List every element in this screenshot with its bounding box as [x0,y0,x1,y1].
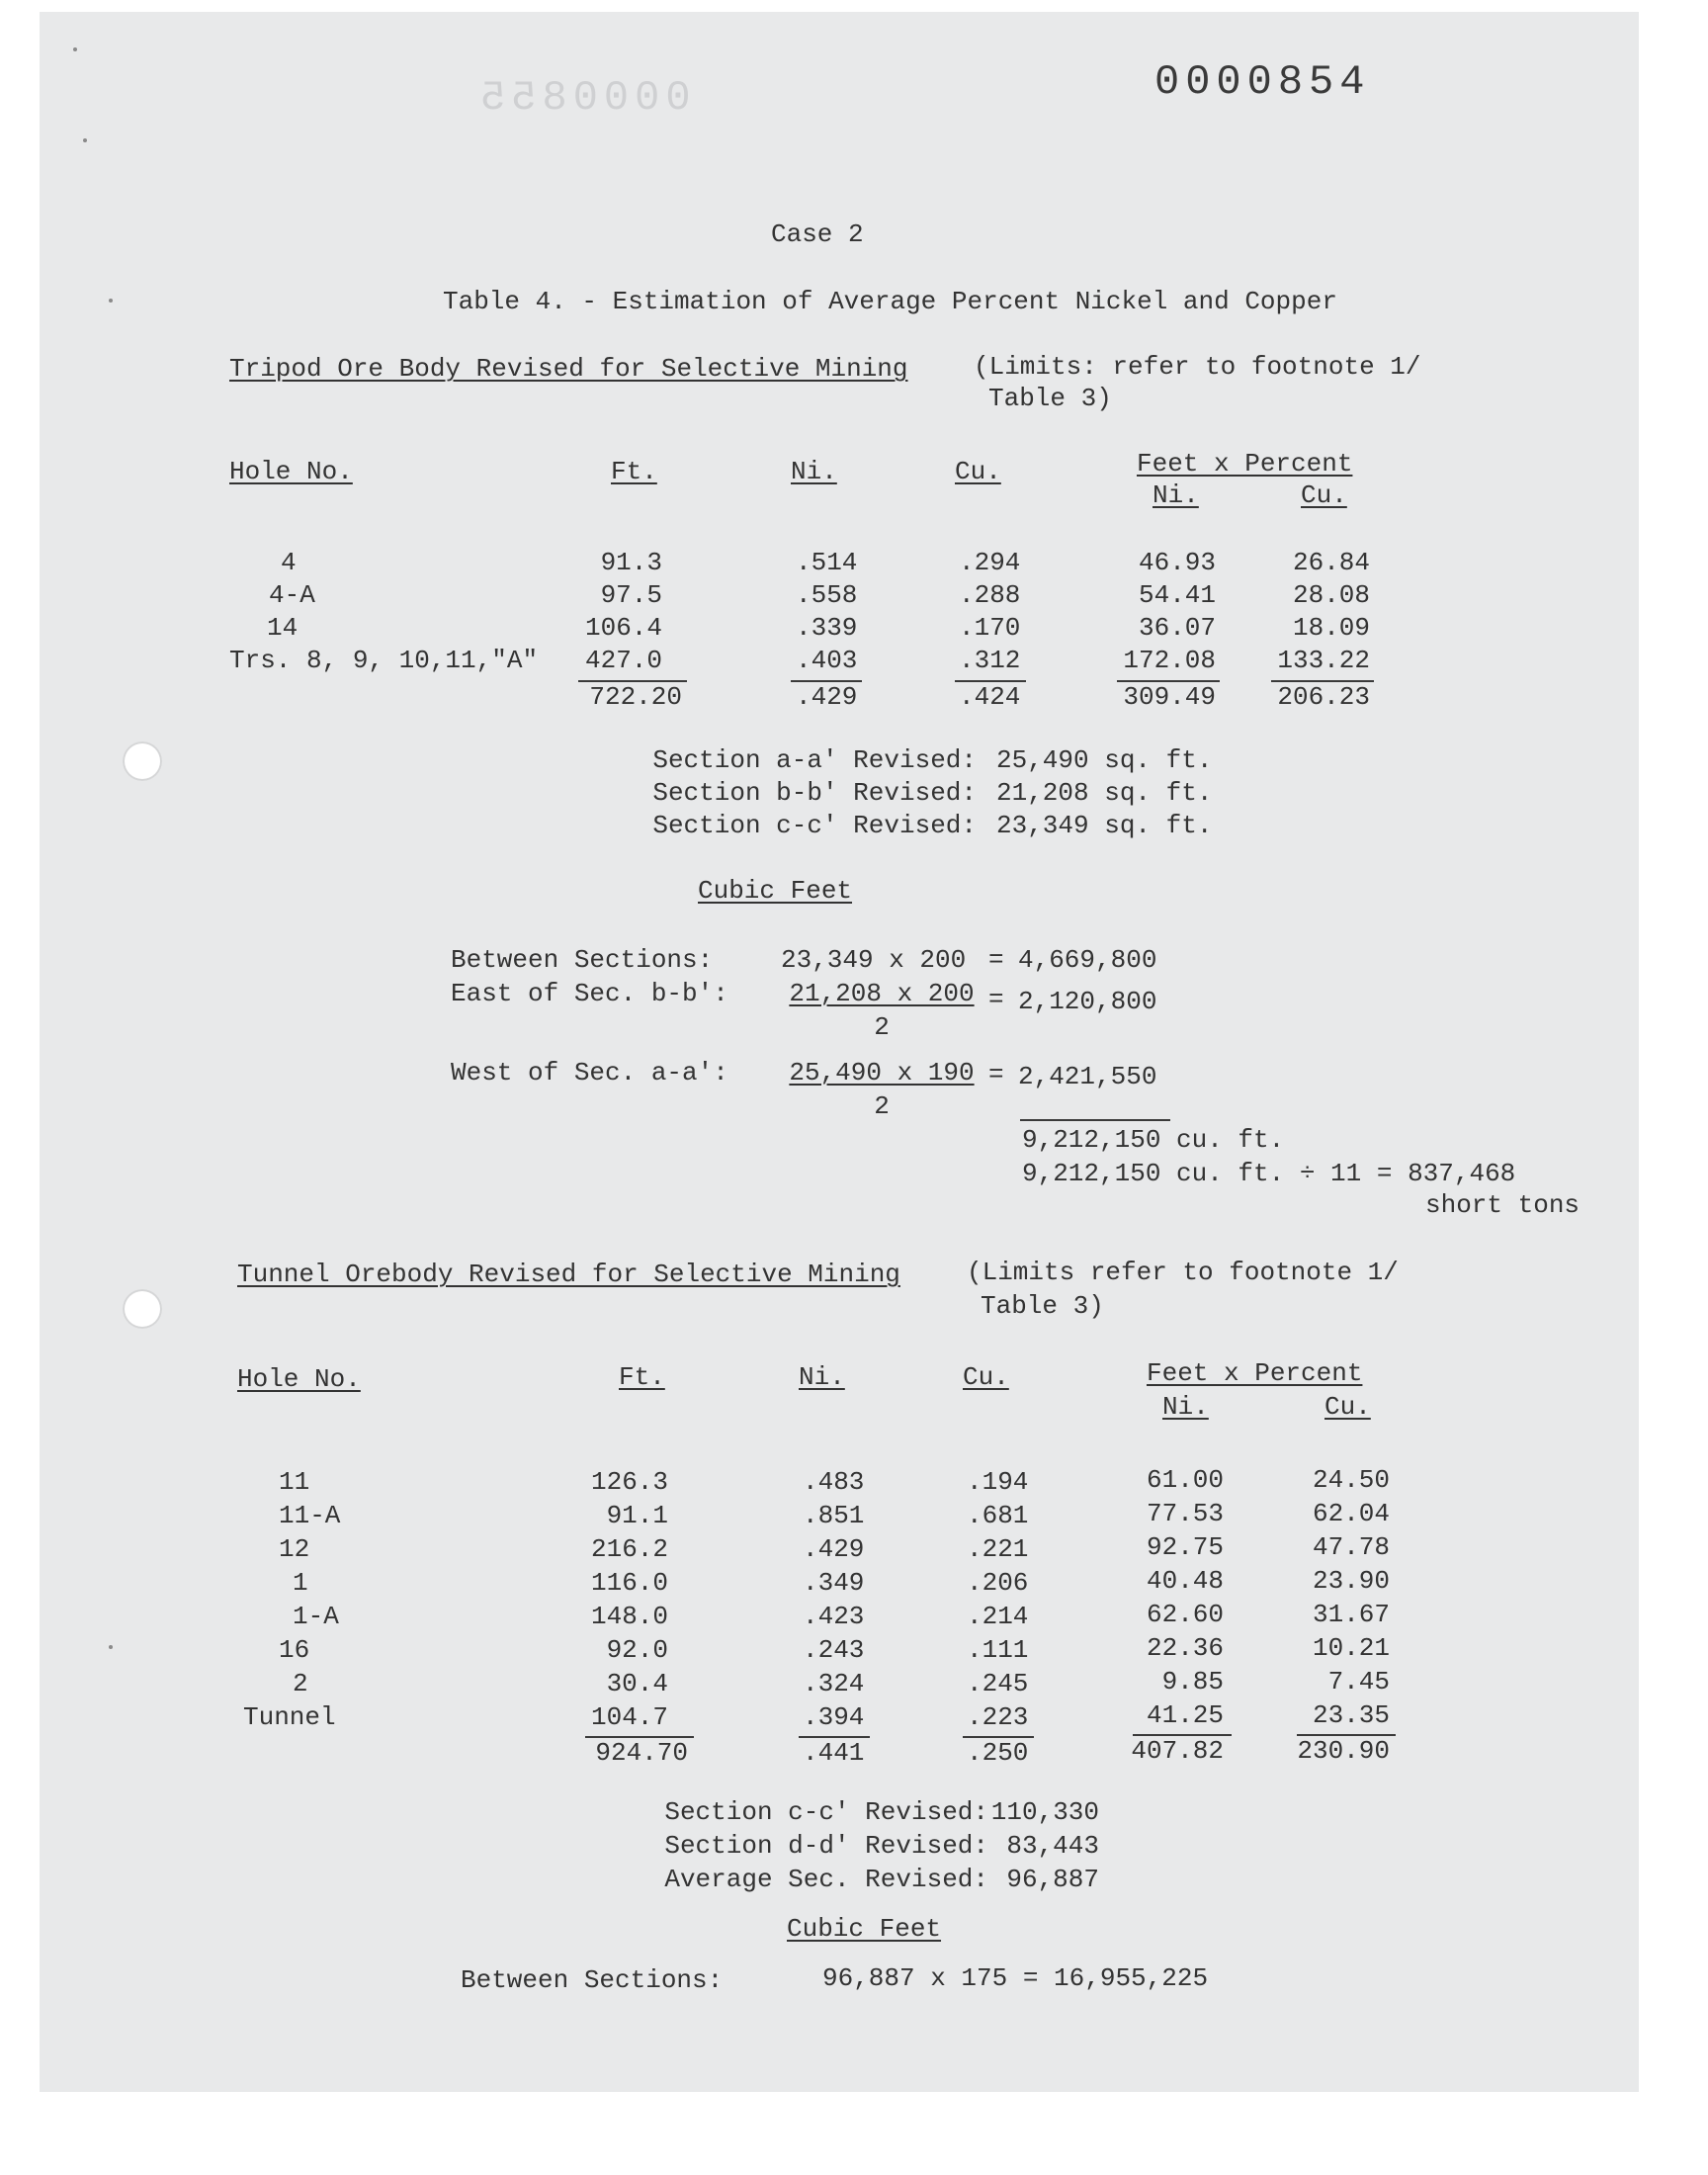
tripod-total-ft: 722.20 [589,682,682,712]
tunnel-hole: 12 [279,1534,310,1564]
between-sections-expr: 23,349 x 200 [781,945,967,975]
tunnel-cu: .245 [967,1669,1029,1698]
tripod-fxp-ni: 46.93 [1138,548,1216,577]
tunnel-fxp-cu: 10.21 [1312,1633,1390,1663]
east-of-sec-result: 2,120,800 [1018,987,1157,1016]
tunnel-total-cu: .250 [967,1738,1029,1768]
tunnel-section-value: 110,330 [990,1797,1099,1827]
tripod-total-fxp-ni: 309.49 [1123,682,1216,712]
tripod-col-cu: Cu. [955,457,1001,486]
tunnel-ft: 104.7 [590,1702,668,1732]
tunnel-fxp-cu: 23.90 [1312,1566,1390,1596]
tripod-col-fxp-cu: Cu. [1301,480,1347,510]
equals-sign: = [988,945,1004,975]
tripod-fxp-ni: 54.41 [1138,580,1216,610]
tunnel-fxp-ni: 77.53 [1146,1499,1224,1528]
tripod-fxp-cu: 133.22 [1277,646,1370,675]
speck [109,299,113,303]
east-of-sec-denominator: 2 [874,1012,890,1042]
speck [83,138,87,142]
tunnel-col-hole: Hole No. [237,1364,361,1394]
tunnel-ni: .851 [803,1501,865,1530]
tunnel-ft: 30.4 [606,1669,668,1698]
tunnel-hole: 16 [279,1635,310,1665]
tunnel-ni: .394 [803,1702,865,1732]
tunnel-ni: .324 [803,1669,865,1698]
tripod-cu: .170 [959,613,1021,643]
speck [73,47,77,51]
east-of-sec-label: East of Sec. b-b': [451,979,728,1008]
tunnel-cubic-heading: Cubic Feet [787,1914,942,1944]
tripod-ft: 106.4 [584,613,662,643]
tunnel-heading: Tunnel Orebody Revised for Selective Mining [237,1260,900,1289]
tunnel-fxp-cu: 23.35 [1312,1700,1390,1730]
tunnel-section-value: 83,443 [1006,1831,1099,1861]
tunnel-ft: 148.0 [590,1602,668,1631]
tripod-hole: Trs. 8, 9, 10,11,"A" [229,646,539,675]
tripod-limits: (Limits: refer to footnote 1/ [974,352,1421,382]
tripod-section-label: Section c-c' Revised: [652,811,977,840]
east-of-sec-numerator: 21,208 x 200 [789,979,975,1008]
tunnel-fxp-cu: 62.04 [1312,1499,1390,1528]
tunnel-total-fxp-ni: 407.82 [1131,1736,1224,1766]
tripod-cubic-heading: Cubic Feet [698,876,853,906]
ghost-doc-number: 0000855 [474,74,691,122]
sum-rule [1020,1119,1170,1121]
tripod-total-ni: .429 [796,682,858,712]
tripod-section-label: Section a-a' Revised: [652,745,977,775]
tripod-cu: .312 [959,646,1021,675]
tripod-col-feet-percent: Feet x Percent [1137,449,1353,478]
tunnel-col-feet-percent: Feet x Percent [1147,1358,1363,1388]
tunnel-section-label: Section d-d' Revised: [664,1831,988,1861]
west-of-sec-numerator: 25,490 x 190 [789,1058,975,1088]
tripod-cu: .294 [959,548,1021,577]
tunnel-fxp-ni: 22.36 [1146,1633,1224,1663]
tripod-section-value: 21,208 sq. ft. [996,778,1213,808]
tunnel-fxp-cu: 47.78 [1312,1532,1390,1562]
tunnel-ft: 92.0 [606,1635,668,1665]
tunnel-fxp-ni: 41.25 [1146,1700,1224,1730]
tunnel-between-label: Between Sections: [461,1965,724,1995]
tunnel-total-ft: 924.70 [595,1738,688,1768]
tunnel-hole: 2 [293,1669,308,1698]
tripod-fxp-cu: 26.84 [1292,548,1370,577]
tripod-total-fxp-cu: 206.23 [1277,682,1370,712]
tunnel-fxp-ni: 92.75 [1146,1532,1224,1562]
table-title: Table 4. - Estimation of Average Percent Nickel and Copper [443,287,1337,316]
tunnel-section-value: 96,887 [1006,1865,1099,1894]
tripod-ni: .403 [796,646,858,675]
tripod-section-value: 23,349 sq. ft. [996,811,1213,840]
tunnel-col-fxp-cu: Cu. [1324,1392,1371,1422]
document-page [40,12,1639,2092]
tripod-ni: .339 [796,613,858,643]
tunnel-col-ft: Ft. [619,1362,665,1392]
tunnel-cu: .681 [967,1501,1029,1530]
tripod-fxp-cu: 18.09 [1292,613,1370,643]
tunnel-col-fxp-ni: Ni. [1162,1392,1209,1422]
tripod-hole: 14 [267,613,299,643]
tunnel-col-ni: Ni. [799,1362,845,1392]
tunnel-limits-table: Table 3) [981,1291,1104,1321]
tunnel-hole: 1 [293,1568,308,1598]
short-tons-calc: 9,212,150 cu. ft. ÷ 11 = 837,468 [1022,1159,1516,1188]
tripod-ft: 97.5 [600,580,662,610]
tunnel-ni: .483 [803,1467,865,1497]
tunnel-fxp-cu: 7.45 [1327,1667,1390,1696]
tunnel-cu: .214 [967,1602,1029,1631]
case-label: Case 2 [771,219,864,249]
tripod-fxp-cu: 28.08 [1292,580,1370,610]
tunnel-hole: 11 [279,1467,310,1497]
tunnel-col-cu: Cu. [963,1362,1009,1392]
tripod-total-cu: .424 [959,682,1021,712]
tripod-col-fxp-ni: Ni. [1153,480,1199,510]
tunnel-fxp-ni: 61.00 [1146,1465,1224,1495]
tunnel-ni: .243 [803,1635,865,1665]
tunnel-hole: 1-A [293,1602,339,1631]
tunnel-cu: .221 [967,1534,1029,1564]
tripod-hole: 4-A [269,580,315,610]
tunnel-fxp-cu: 31.67 [1312,1600,1390,1629]
tripod-ni: .514 [796,548,858,577]
tunnel-cu: .206 [967,1568,1029,1598]
tripod-limits-table: Table 3) [988,384,1112,413]
tunnel-ni: .349 [803,1568,865,1598]
between-sections-label: Between Sections: [451,945,714,975]
short-tons-label: short tons [1425,1190,1580,1220]
west-of-sec-result: 2,421,550 [1018,1062,1157,1091]
tunnel-section-label: Section c-c' Revised: [664,1797,988,1827]
equals-sign: = [988,1060,1004,1089]
tunnel-ft: 91.1 [606,1501,668,1530]
binder-hole-bottom [123,1289,162,1329]
tunnel-fxp-ni: 9.85 [1161,1667,1224,1696]
tripod-fxp-ni: 172.08 [1123,646,1216,675]
tripod-heading: Tripod Ore Body Revised for Selective Mining [229,354,908,384]
tripod-ft: 427.0 [584,646,662,675]
tripod-section-value: 25,490 sq. ft. [996,745,1213,775]
west-of-sec-denominator: 2 [874,1091,890,1121]
tunnel-cu: .111 [967,1635,1029,1665]
tripod-col-ni: Ni. [791,457,837,486]
tunnel-cu: .194 [967,1467,1029,1497]
tunnel-ni: .423 [803,1602,865,1631]
tunnel-total-ni: .441 [803,1738,865,1768]
tunnel-total-fxp-cu: 230.90 [1297,1736,1390,1766]
tunnel-fxp-cu: 24.50 [1312,1465,1390,1495]
tunnel-fxp-ni: 62.60 [1146,1600,1224,1629]
tunnel-ft: 126.3 [590,1467,668,1497]
binder-hole-top [123,741,162,781]
total-cubic-feet: 9,212,150 cu. ft. [1022,1125,1285,1155]
tripod-ft: 91.3 [600,548,662,577]
tunnel-ft: 116.0 [590,1568,668,1598]
tunnel-cu: .223 [967,1702,1029,1732]
tunnel-section-label: Average Sec. Revised: [664,1865,988,1894]
tripod-ni: .558 [796,580,858,610]
tunnel-ft: 216.2 [590,1534,668,1564]
tripod-fxp-ni: 36.07 [1138,613,1216,643]
equals-sign: = [988,985,1004,1014]
tripod-col-hole: Hole No. [229,457,353,486]
tripod-section-label: Section b-b' Revised: [652,778,977,808]
tunnel-limits: (Limits refer to footnote 1/ [967,1258,1399,1287]
speck [109,1645,113,1649]
tripod-col-ft: Ft. [611,457,657,486]
tripod-cu: .288 [959,580,1021,610]
document-number: 0000854 [1154,58,1371,106]
tunnel-hole: 11-A [279,1501,341,1530]
tripod-hole: 4 [281,548,297,577]
tunnel-ni: .429 [803,1534,865,1564]
tunnel-hole: Tunnel [243,1702,336,1732]
west-of-sec-label: West of Sec. a-a': [451,1058,728,1088]
tunnel-fxp-ni: 40.48 [1146,1566,1224,1596]
tunnel-between-calc: 96,887 x 175 = 16,955,225 [822,1963,1209,1993]
between-sections-result: 4,669,800 [1018,945,1157,975]
